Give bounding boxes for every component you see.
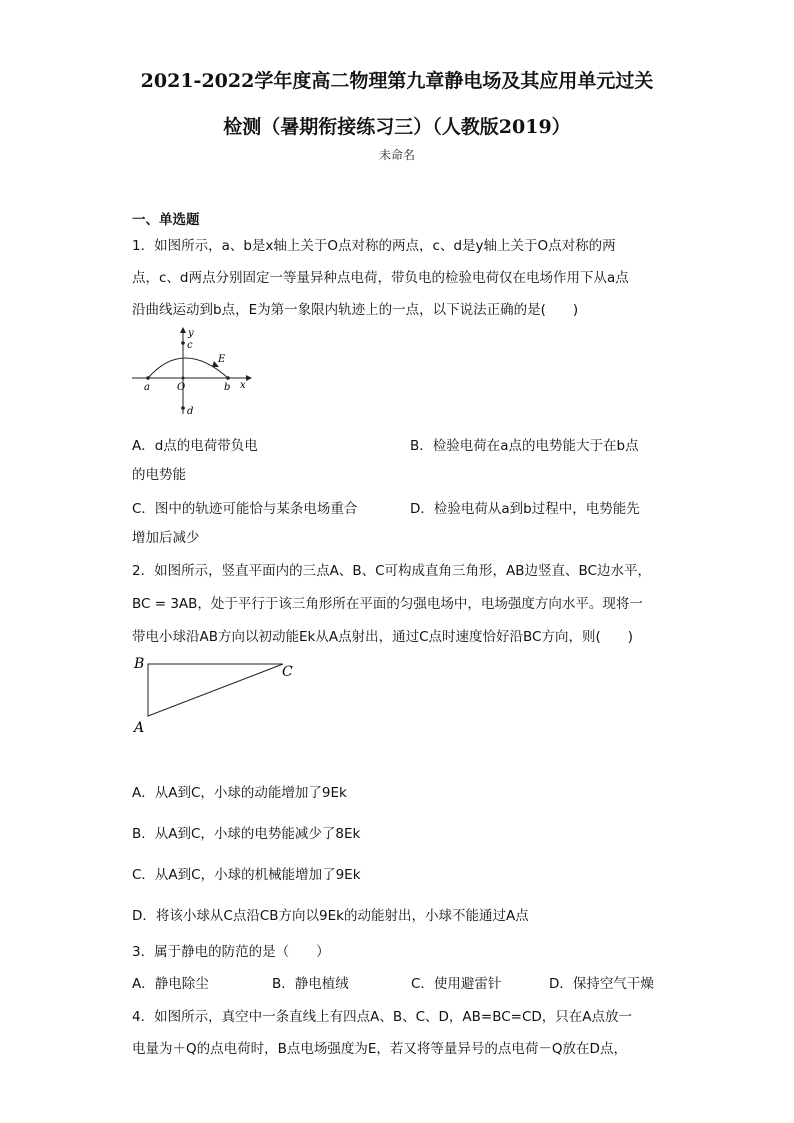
label-b: b [224,382,231,393]
q3-option-d: D．保持空气干燥 [549,976,654,992]
label-B: B [134,656,145,672]
label-x: x [240,380,246,391]
label-c: c [187,340,193,351]
point-a [146,376,150,380]
label-a: a [144,382,150,393]
section-heading: 一、单选题 [132,212,200,228]
y-axis-arrow [180,327,186,333]
doc-title-line1: 2021-2022学年度高二物理第九章静电场及其应用单元过关 [140,70,654,92]
q1-option-c: C．图中的轨迹可能恰与某条电场重合 [132,501,358,517]
q4-stem-line1: 4．如图所示，真空中一条直线上有四点A、B、C、D，AB=BC=CD，只在A点放一 [132,1009,633,1025]
q2-option-d: D．将该小球从C点沿CB方向以9Ek的动能射出，小球不能通过A点 [132,908,529,924]
label-O: O [177,382,186,393]
q1-option-d-cont: 增加后减少 [132,530,200,546]
q2-option-b: B．从A到C，小球的电势能减少了8Ek [132,826,361,842]
q1-figure [128,326,258,418]
q2-stem-line2: BC = 3AB，处于平行于该三角形所在平面的匀强电场中，电场强度方向水平。现将一 [132,596,643,612]
q3-option-c: C．使用避雷针 [411,976,502,992]
q3-stem: 3．属于静电的防范的是（ ） [132,944,330,960]
q3-option-a: A．静电除尘 [132,976,209,992]
q1-option-b-cont: 的电势能 [132,467,186,483]
point-O [182,377,185,380]
q2-stem-line1: 2．如图所示，竖直平面内的三点A、B、C可构成直角三角形，AB边竖直、BC边水平， [132,563,651,579]
q1-stem-line3: 沿曲线运动到b点，E为第一象限内轨迹上的一点，以下说法正确的是( ) [132,302,579,318]
q1-option-b: B．检验电荷在a点的电势能大于在b点 [410,438,639,454]
point-c [181,341,185,345]
q3-option-b: B．静电植绒 [272,976,349,992]
doc-title-line2: 检测（暑期衔接练习三）（人教版2019） [223,116,571,138]
q1-stem-line1: 1．如图所示，a、b是x轴上关于O点对称的两点，c、d是y轴上关于O点对称的两 [132,238,616,254]
doc-subtitle: 未命名 [378,148,415,162]
q4-stem-line2: 电量为＋Q的点电荷时，B点电场强度为E，若又将等量异号的点电荷－Q放在D点， [132,1041,627,1057]
q2-stem-line3: 带电小球沿AB方向以初动能Ek从A点射出，通过C点时速度恰好沿BC方向，则( ) [132,629,633,645]
q1-option-a: A．d点的电荷带负电 [132,438,258,454]
label-y: y [188,328,194,339]
q1-option-d: D．检验电荷从a到b过程中，电势能先 [410,501,640,517]
trajectory-curve [148,358,228,378]
q2-option-c: C．从A到C，小球的机械能增加了9Ek [132,867,361,883]
label-d: d [187,406,194,417]
label-E: E [218,354,226,365]
triangle-abc [148,664,283,716]
q1-stem-line2: 点，c、d两点分别固定一等量异种点电荷，带负电的检验电荷仅在电场作用下从a点 [132,270,629,286]
q2-option-a: A．从A到C，小球的动能增加了9Ek [132,785,347,801]
point-d [181,406,185,410]
point-b [226,376,230,380]
q2-figure [128,652,308,736]
label-C: C [282,664,293,680]
x-axis-arrow [246,375,252,381]
label-A: A [134,720,145,736]
